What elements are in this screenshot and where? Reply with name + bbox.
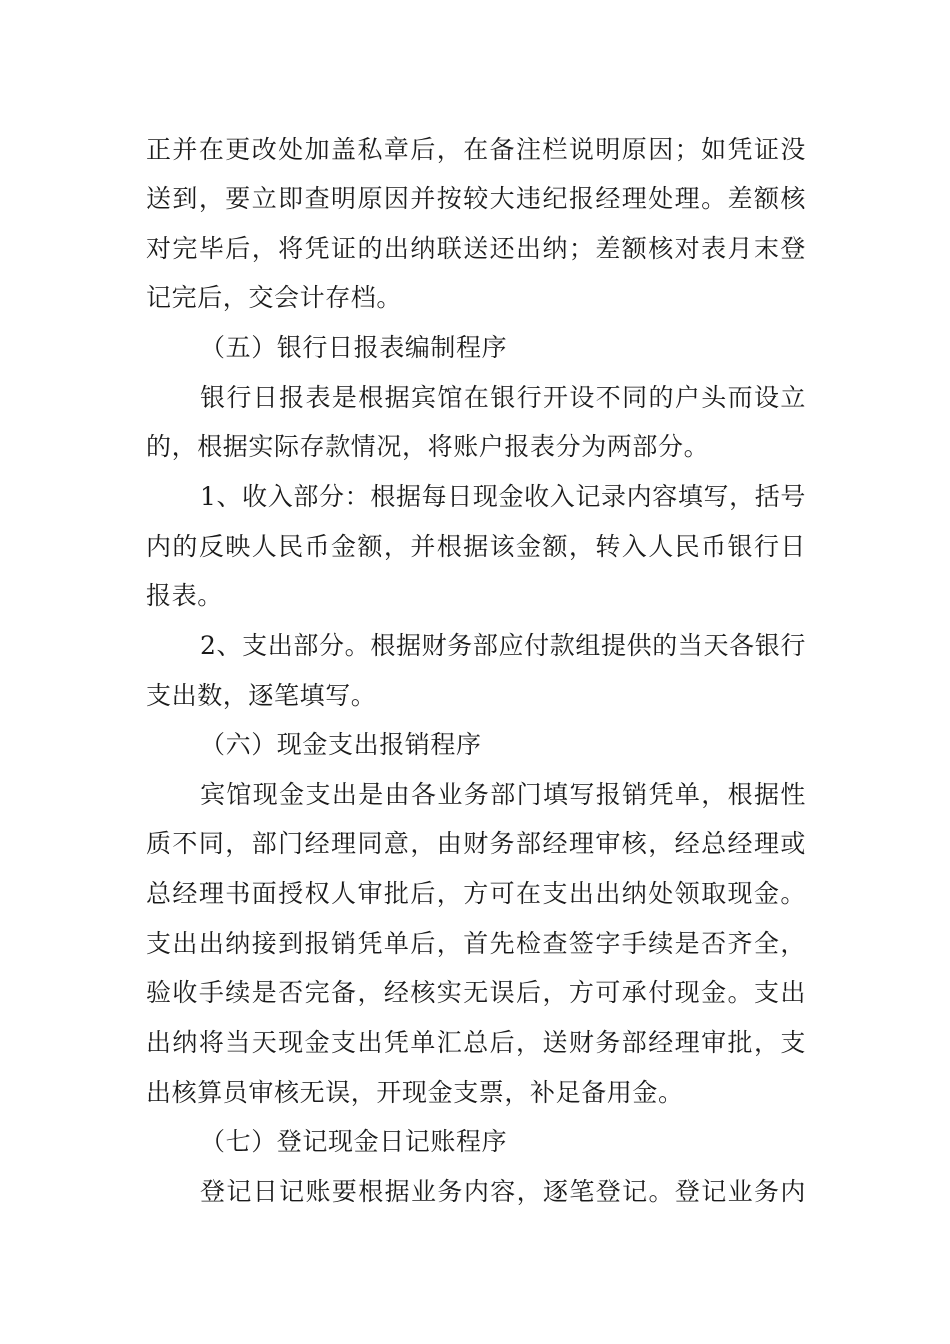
paragraph-line: 的，根据实际存款情况，将账户报表分为两部分。 [146,432,710,461]
paragraph-line: 内的反映人民币金额，并根据该金额，转入人民币银行日 [146,532,806,561]
paragraph-line: 宾馆现金支出是由各业务部门填写报销凭单，根据性 [200,780,806,809]
paragraph-line: 2、支出部分。根据财务部应付款组提供的当天各银行 [200,631,806,660]
section-heading: （六）现金支出报销程序 [200,730,482,759]
paragraph-line: 对完毕后，将凭证的出纳联送还出纳；差额核对表月末登 [146,234,806,263]
section-heading: （七）登记现金日记账程序 [200,1127,508,1156]
paragraph-line: 报表。 [146,581,223,610]
paragraph-line: 出核算员审核无误，开现金支票，补足备用金。 [146,1078,684,1107]
paragraph-line: 银行日报表是根据宾馆在银行开设不同的户头而设立 [200,383,806,412]
paragraph-line: 验收手续是否完备，经核实无误后，方可承付现金。支出 [146,978,806,1007]
paragraph-line: 支出出纳接到报销凭单后，首先检查签字手续是否齐全， [146,929,806,958]
paragraph-line: 质不同，部门经理同意，由财务部经理审核，经总经理或 [146,829,806,858]
paragraph-line: 1、收入部分：根据每日现金收入记录内容填写，括号 [200,482,806,511]
paragraph-line: 登记日记账要根据业务内容，逐笔登记。登记业务内 [200,1177,806,1206]
section-heading: （五）银行日报表编制程序 [200,333,508,362]
paragraph-line: 总经理书面授权人审批后，方可在支出出纳处领取现金。 [146,879,806,908]
paragraph-line: 正并在更改处加盖私章后，在备注栏说明原因；如凭证没 [146,135,806,164]
paragraph-line: 记完后，交会计存档。 [146,283,403,312]
paragraph-line: 支出数，逐笔填写。 [146,681,377,710]
paragraph-line: 出纳将当天现金支出凭单汇总后，送财务部经理审批，支 [146,1028,806,1057]
paragraph-line: 送到，要立即查明原因并按较大违纪报经理处理。差额核 [146,184,806,213]
